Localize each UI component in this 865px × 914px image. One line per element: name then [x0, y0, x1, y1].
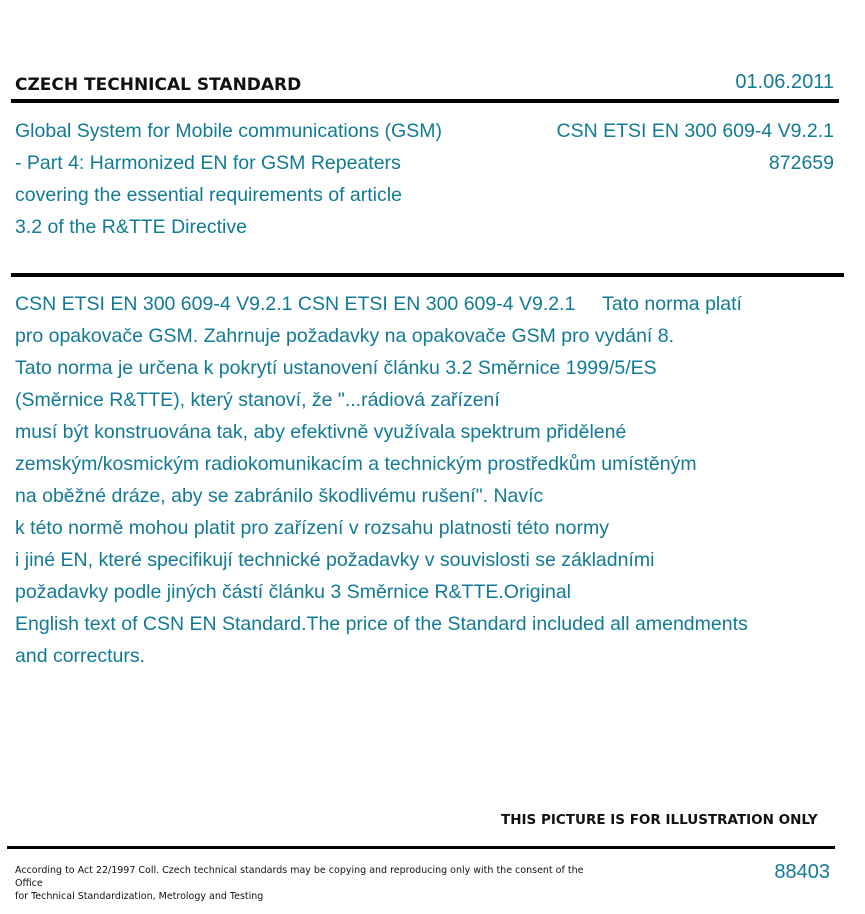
illustration-notice: THIS PICTURE IS FOR ILLUSTRATION ONLY [501, 812, 818, 828]
description-line: musí být konstruována tak, aby efektivně využívala spektrum přidělené [15, 421, 627, 443]
standard-description [15, 288, 845, 672]
description-line: and correcturs. [15, 645, 146, 667]
title-line: 3.2 of the R&TTE Directive [15, 216, 247, 238]
footer-divider [7, 846, 835, 849]
header-divider [11, 99, 839, 103]
document-type-heading: CZECH TECHNICAL STANDARD [15, 75, 302, 95]
footer-code: 88403 [774, 861, 830, 883]
description-line: požadavky podle jiných částí článku 3 Směrnice R&TTE.Original [15, 581, 571, 603]
title-line: covering the essential requirements of article [15, 184, 402, 206]
description-line: na oběžné dráze, aby se zabránilo škodlivému rušení". Navíc [15, 485, 544, 507]
standard-identifiers [557, 115, 834, 179]
legal-notice-line: for Technical Standardization, Metrology and Testing [15, 891, 264, 902]
description-line: zemským/kosmickým radiokomunikacím a technickým prostředkům umístěným [15, 453, 697, 475]
description-line: k této normě mohou platit pro zařízení v rozsahu platnosti této normy [15, 517, 609, 539]
description-line: English text of CSN EN Standard.The price of the Standard included all amendments [15, 613, 748, 635]
title-line: Global System for Mobile communications (GSM) [15, 120, 442, 142]
legal-notice-line: According to Act 22/1997 Coll. Czech technical standards may be copying and reproducing only with the consent of the Office [15, 865, 584, 889]
description-line: (Směrnice R&TTE), který stanoví, že "...rádiová zařízení [15, 389, 500, 411]
description-line: Tato norma je určena k pokrytí ustanovení článku 3.2 Směrnice 1999/5/ES [15, 357, 657, 379]
standard-code: CSN ETSI EN 300 609-4 V9.2.1 [556, 120, 834, 142]
description-line: pro opakovače GSM. Zahrnuje požadavky na opakovače GSM pro vydání 8. [15, 325, 675, 347]
description-line: CSN ETSI EN 300 609-4 V9.2.1 CSN ETSI EN 300 609-4 V9.2.1 Tato norma platí [15, 293, 742, 315]
description-line: i jiné EN, které specifikují technické požadavky v souvislosti se základními [15, 549, 655, 571]
title-divider [11, 273, 844, 277]
standard-title [15, 115, 505, 243]
title-line: - Part 4: Harmonized EN for GSM Repeaters [15, 152, 401, 174]
legal-notice [15, 864, 595, 903]
catalog-number: 872659 [768, 152, 834, 174]
publication-date: 01.06.2011 [735, 71, 834, 93]
